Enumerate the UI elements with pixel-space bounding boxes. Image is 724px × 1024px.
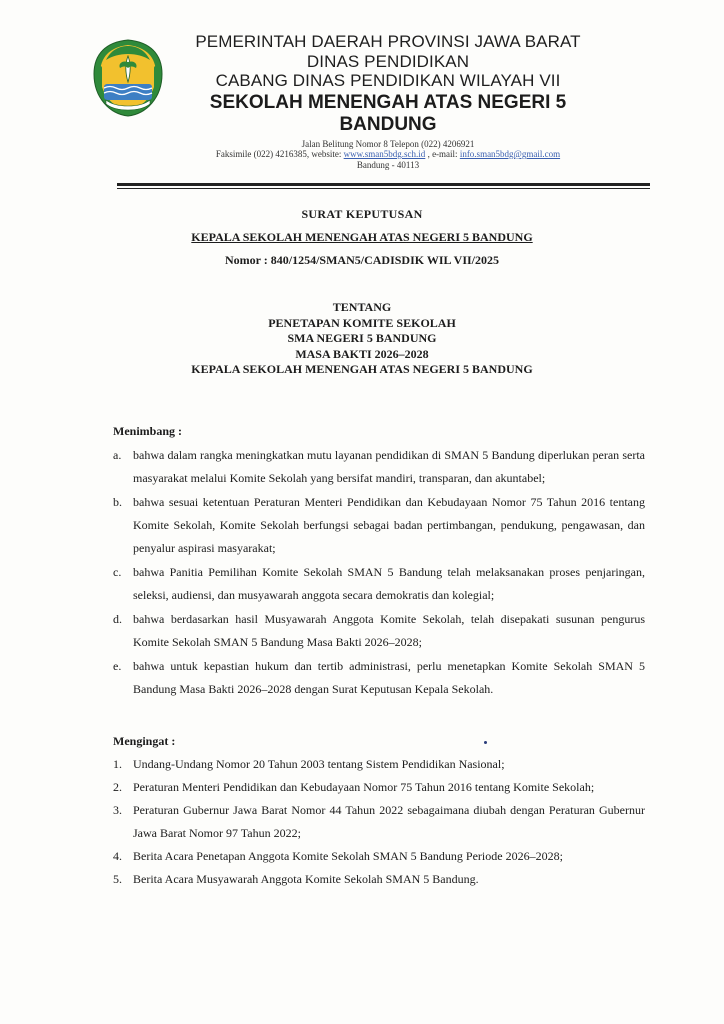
fax-text: Faksimile (022) 4216385, website:: [215, 149, 344, 159]
document-number: Nomor : 840/1254/SMAN5/CADISDIK WIL VII/2025: [224, 253, 500, 267]
list-item: [113, 608, 645, 654]
list-marker: 2.: [113, 780, 122, 794]
letterhead-government: PEMERINTAH DAERAH PROVINSI JAWA BARAT: [195, 32, 581, 51]
list-marker: 1.: [113, 757, 122, 771]
subject-line: PENETAPAN KOMITE SEKOLAH: [268, 315, 456, 330]
list-marker: a.: [113, 448, 122, 462]
letterhead-city: Bandung - 40113: [356, 159, 420, 170]
list-item-text: Berita Acara Penetapan Anggota Komite Sekolah SMAN 5 Bandung Periode 2026–2028;: [133, 849, 563, 863]
menimbang-heading: Menimbang :: [113, 424, 182, 438]
list-item-text: bahwa untuk kepastian hukum dan tertib administrasi, perlu menetapkan Komite Sekolah SMAN 5 Bandung Masa Bakti 2026–2028 dengan Surat Keputusan Kepala Sekolah.: [133, 659, 645, 696]
subject-line: TENTANG: [332, 300, 392, 314]
list-item-text: bahwa Panitia Pemilihan Komite Sekolah SMAN 5 Bandung telah melaksanakan proses penjaringan, seleksi, audiensi, dan musyawarah anggota secara demokratis dan kolegial;: [133, 565, 645, 602]
list-item: [113, 491, 645, 560]
letterhead-contact: [178, 139, 598, 171]
list-item-text: Berita Acara Musyawarah Anggota Komite Sekolah SMAN 5 Bandung.: [133, 872, 479, 886]
list-item: [113, 799, 645, 845]
subject-line: MASA BAKTI 2026–2028: [295, 346, 429, 361]
list-marker: e.: [113, 659, 122, 673]
list-item-text: Peraturan Gubernur Jawa Barat Nomor 44 Tahun 2022 sebagaimana diubah dengan Peraturan Gubernur Jawa Barat Nomor 97 Tahun 2022;: [133, 803, 645, 840]
letterhead-school-city: BANDUNG: [339, 113, 437, 135]
document-subject: [0, 300, 724, 378]
document-type: SURAT KEPUTUSAN: [301, 207, 423, 221]
list-item-text: bahwa sesuai ketentuan Peraturan Menteri Pendidikan dan Kebudayaan Nomor 75 Tahun 2016 tentang Komite Sekolah, Komite Sekolah berfungsi sebagai badan pertimbangan, pendukung, pengawasan, dan penyalur aspirasi masyarakat;: [133, 495, 645, 555]
list-item: [113, 561, 645, 607]
list-item: [113, 868, 645, 891]
email-prefix: , e-mail:: [425, 149, 460, 159]
letterhead-address: Jalan Belitung Nomor 8 Telepon (022) 4206921: [301, 138, 475, 149]
list-marker: c.: [113, 565, 122, 579]
letterhead-divider-thin: [117, 188, 650, 189]
list-item: [113, 753, 645, 776]
letterhead-school-name: SEKOLAH MENENGAH ATAS NEGERI 5: [209, 91, 567, 113]
mengingat-heading: Mengingat :: [113, 734, 176, 748]
letterhead-divider-thick: [117, 183, 650, 186]
list-marker: 3.: [113, 803, 122, 817]
letterhead-contact-line: [178, 149, 598, 160]
document-issuer: KEPALA SEKOLAH MENENGAH ATAS NEGERI 5 BANDUNG: [191, 230, 533, 244]
list-item-text: Undang-Undang Nomor 20 Tahun 2003 tentang Sistem Pendidikan Nasional;: [133, 757, 505, 771]
letterhead: [178, 32, 598, 170]
list-item: [113, 776, 645, 799]
subject-line: KEPALA SEKOLAH MENENGAH ATAS NEGERI 5 BANDUNG: [191, 362, 533, 376]
website-link[interactable]: www.sman5bdg.sch.id: [343, 149, 426, 159]
scan-speck: [484, 741, 487, 744]
list-marker: d.: [113, 612, 122, 626]
list-marker: 5.: [113, 872, 122, 886]
list-item: [113, 845, 645, 868]
subject-line: SMA NEGERI 5 BANDUNG: [287, 331, 437, 345]
mengingat-list: [113, 753, 645, 891]
list-item-text: Peraturan Menteri Pendidikan dan Kebudayaan Nomor 75 Tahun 2016 tentang Komite Sekolah;: [133, 780, 595, 794]
province-emblem-logo: [92, 38, 164, 118]
list-item-text: bahwa dalam rangka meningkatkan mutu layanan pendidikan di SMAN 5 Bandung diperlukan peran serta masyarakat melalui Komite Sekolah yang bersifat mandiri, transparan, dan akuntabel;: [133, 448, 645, 485]
email-link[interactable]: info.sman5bdg@gmail.com: [459, 149, 561, 159]
menimbang-list: [113, 444, 645, 702]
list-marker: b.: [113, 495, 122, 509]
list-item-text: bahwa berdasarkan hasil Musyawarah Anggota Komite Sekolah, telah disepakati susunan pengurus Komite Sekolah SMAN 5 Bandung Masa Bakti 2026–2028;: [133, 612, 645, 649]
list-item: [113, 444, 645, 490]
letterhead-agency: DINAS PENDIDIKAN: [306, 51, 470, 71]
list-marker: 4.: [113, 849, 122, 863]
letterhead-branch: CABANG DINAS PENDIDIKAN WILAYAH VII: [215, 71, 561, 90]
list-item: [113, 655, 645, 701]
